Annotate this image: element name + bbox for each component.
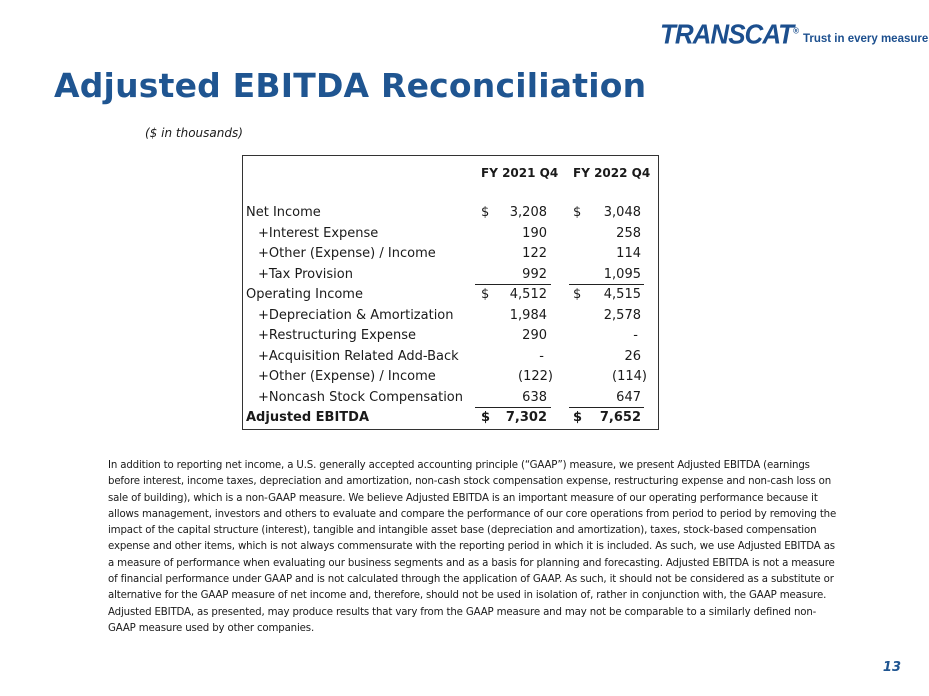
row-label: +Acquisition Related Add-Back (258, 348, 459, 364)
value-fy2022-q4: - (633, 328, 638, 343)
table-row (243, 306, 658, 326)
table-row (243, 388, 658, 408)
value-fy2022-q4: 2,578 (603, 307, 641, 323)
row-label: Net Income (246, 205, 321, 220)
value-fy2022-q4: 647 (616, 389, 641, 405)
table-row (243, 347, 658, 367)
dollar-sign: $ (481, 410, 491, 425)
value-fy2022-q4: (114) (612, 369, 647, 384)
row-label: +Other (Expense) / Income (258, 369, 436, 384)
row-label: +Tax Provision (258, 266, 353, 282)
non-gaap-disclosure-paragraph: In addition to reporting net income, a U.S. generally accepted accounting principle (“GAAP”) measure, we present Adjusted EBITDA (earnings before interest, income taxes, depreciation and amortization, non-cash stock compensation expense, restructuring expense and non-cash loss on sale of building), which is a non-GAAP measure. We believe Adjusted EBITDA is an important measure of our operating performance because it allows management, investors and others to evaluate and compare the performance of our core operations from period to period by removing the impact of the capital structure (interest), tangible and intangible asset base (depreciation and amortization), taxes, stock-based compensation expense and other items, which is not always commensurate with the reporting period in which it is included. As such, we use Adjusted EBITDA as a measure of performance when evaluating our business segments and as a basis for planning and forecasting. Adjusted EBITDA is not a measure of financial performance under GAAP and is not calculated through the application of GAAP. As such, it should not be considered as a substitute or alternative for the GAAP measure of net income and, therefore, should not be used in isolation of, rather in conjunction with, the GAAP measure. Adjusted EBITDA, as presented, may produce results that vary from the GAAP measure and may not be comparable to a similarly defined non-GAAP measure used by other companies. (108, 460, 837, 634)
subtotal-rule-fy2022 (569, 284, 644, 285)
column-header-fy2021-q4: FY 2021 Q4 (481, 166, 559, 180)
row-label: +Other (Expense) / Income (258, 246, 436, 261)
column-header-fy2022-q4: FY 2022 Q4 (573, 166, 651, 180)
total-rule-fy2022 (569, 407, 644, 408)
row-label: +Noncash Stock Compensation (258, 389, 464, 405)
row-label: Operating Income (246, 287, 363, 302)
ebitda-reconciliation-table (242, 155, 659, 430)
row-label: +Restructuring Expense (258, 328, 417, 343)
value-fy2021-q4: 7,302 (505, 410, 547, 425)
value-fy2021-q4: - (539, 348, 544, 364)
row-label: +Interest Expense (258, 225, 379, 241)
transcat-logo (660, 19, 928, 50)
value-fy2021-q4: 190 (522, 225, 547, 241)
logo-wordmark: TRANSCAT® (660, 18, 799, 50)
table-row (243, 265, 658, 285)
table-row (243, 367, 658, 387)
row-label: +Depreciation & Amortization (258, 307, 454, 323)
row-label: Adjusted EBITDA (246, 410, 370, 425)
value-fy2022-q4: 1,095 (603, 266, 641, 282)
table-row (243, 244, 658, 264)
value-fy2022-q4: 4,515 (603, 287, 641, 302)
table-row (243, 326, 658, 346)
value-fy2021-q4: 3,208 (509, 205, 547, 220)
dollar-sign: $ (481, 205, 490, 220)
logo-tagline: Trust in every measure (802, 32, 929, 45)
table-row (243, 285, 658, 305)
dollar-sign: $ (573, 287, 582, 302)
subtotal-rule-fy2021 (475, 284, 551, 285)
page-title: Adjusted EBITDA Reconciliation (54, 66, 647, 105)
table-row (243, 203, 658, 223)
table-row (243, 224, 658, 244)
dollar-sign: $ (573, 410, 583, 425)
page-number: 13 (882, 660, 901, 675)
dollar-sign: $ (573, 205, 582, 220)
value-fy2021-q4: 638 (522, 389, 547, 405)
total-rule-fy2021 (475, 407, 551, 408)
value-fy2021-q4: 1,984 (509, 307, 547, 323)
value-fy2021-q4: 290 (522, 328, 547, 343)
value-fy2022-q4: 7,652 (599, 410, 641, 425)
value-fy2022-q4: 258 (616, 225, 641, 241)
value-fy2021-q4: 992 (522, 266, 547, 282)
units-note: ($ in thousands) (145, 126, 243, 140)
value-fy2022-q4: 3,048 (603, 205, 641, 220)
value-fy2021-q4: 4,512 (509, 287, 547, 302)
value-fy2021-q4: 122 (522, 246, 547, 261)
value-fy2022-q4: 114 (616, 246, 641, 261)
dollar-sign: $ (481, 287, 490, 302)
value-fy2022-q4: 26 (624, 348, 641, 364)
value-fy2021-q4: (122) (518, 369, 553, 384)
table-row (243, 408, 658, 428)
